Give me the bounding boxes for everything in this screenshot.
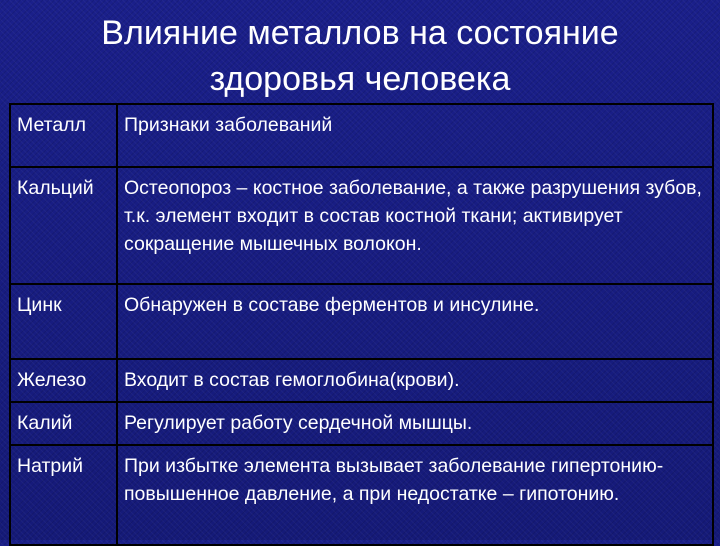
table-row — [10, 445, 713, 545]
table-row — [10, 402, 713, 445]
slide-title-line-2: здоровья человека — [209, 60, 511, 98]
table-row — [10, 359, 713, 402]
cell-symptoms: Входит в состав гемоглобина(крови). — [117, 359, 713, 402]
cell-metal: Кальций — [10, 167, 117, 284]
metals-health-table — [9, 103, 714, 546]
header-metal: Металл — [10, 104, 117, 167]
cell-symptoms: Остеопороз – костное заболевание, а также разрушения зубов, т.к. элемент входит в состав костной ткани; активирует сокращение мышечных волокон. — [117, 167, 713, 284]
cell-symptoms: Обнаружен в составе ферментов и инсулине. — [117, 284, 713, 359]
cell-symptoms: При избытке элемента вызывает заболевание гипертонию- повышенное давление, а при недостатке – гипотонию. — [117, 445, 713, 545]
table-row — [10, 167, 713, 284]
header-symptoms: Признаки заболеваний — [117, 104, 713, 167]
table-row — [10, 284, 713, 359]
cell-metal: Натрий — [10, 445, 117, 545]
cell-metal: Железо — [10, 359, 117, 402]
cell-metal: Калий — [10, 402, 117, 445]
slide-title-line-1: Влияние металлов на состояние — [101, 14, 619, 52]
cell-metal: Цинк — [10, 284, 117, 359]
slide-title — [0, 10, 720, 102]
table-header-row — [10, 104, 713, 167]
cell-symptoms: Регулирует работу сердечной мышцы. — [117, 402, 713, 445]
